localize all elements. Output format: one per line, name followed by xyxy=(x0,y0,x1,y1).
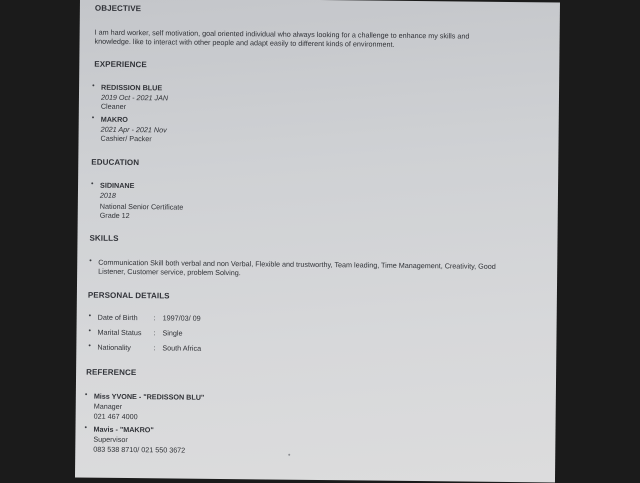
reference-name: Mavis - "MAKRO" xyxy=(93,424,154,435)
marital-status-label: Marital Status xyxy=(97,327,142,338)
reference-phone: 083 538 8710/ 021 550 3672 xyxy=(93,444,186,455)
personal-details-heading: PERSONAL DETAILS xyxy=(87,290,170,301)
dob-value: 1997/03/ 09 xyxy=(162,313,201,323)
education-heading: EDUCATION xyxy=(91,157,140,168)
reference-bullet: • xyxy=(84,424,87,432)
skills-heading: SKILLS xyxy=(89,233,119,243)
skills-text: Communication Skill both verbal and non Verbal, Flexible and trustworthy, Team leading, Time Management, Creativity, Good Listener, Customer service, problem Solving. xyxy=(98,257,496,278)
experience-bullet: • xyxy=(92,82,95,90)
nationality-value: South Africa xyxy=(162,343,202,353)
reference-position: Manager xyxy=(93,401,123,411)
experience-period: 2021 Apr - 2021 Nov xyxy=(100,124,167,135)
experience-period: 2019 Oct - 2021 JAN xyxy=(100,92,169,103)
experience-employer: REDISSION BLUE xyxy=(101,82,163,93)
objective-heading: OBJECTIVE xyxy=(94,3,142,14)
reference-bullet: • xyxy=(84,391,88,399)
marital-status-separator: : xyxy=(153,328,156,338)
reference-position: Supervisor xyxy=(93,434,128,445)
education-bullet: • xyxy=(91,180,94,188)
experience-heading: EXPERIENCE xyxy=(94,59,147,70)
reference-name: Miss YVONE - "REDISSON BLU" xyxy=(93,391,205,402)
experience-bullet: • xyxy=(91,114,95,122)
education-grade: Grade 12 xyxy=(99,210,130,221)
education-year: 2018 xyxy=(99,190,116,200)
reference-phone: 021 467 4000 xyxy=(93,411,138,422)
nationality-label: Nationality xyxy=(97,342,131,353)
resume-page xyxy=(75,0,560,482)
dob-label: Date of Birth xyxy=(97,312,138,323)
personal-bullet: • xyxy=(88,312,92,320)
experience-employer: MAKRO xyxy=(100,114,128,124)
education-school: SIDINANE xyxy=(100,180,135,191)
nationality-separator: : xyxy=(153,343,156,353)
experience-role: Cleaner xyxy=(100,101,127,111)
experience-role: Cashier/ Packer xyxy=(100,133,152,144)
reference-heading: REFERENCE xyxy=(86,367,137,378)
marital-status-value: Single xyxy=(162,328,183,338)
objective-text: I am hard worker, self motivation, goal oriented individual who always looking for a challenge to enhance my skills and knowledge. like to interact with other people and adapt easily to different kinds of environment. xyxy=(94,27,470,49)
personal-bullet: • xyxy=(88,327,92,335)
paper-speck xyxy=(288,454,290,456)
personal-bullet: • xyxy=(88,342,91,350)
skills-bullet: • xyxy=(89,257,92,265)
education-qualification: National Senior Certificate xyxy=(99,201,184,212)
dob-separator: : xyxy=(153,313,156,323)
